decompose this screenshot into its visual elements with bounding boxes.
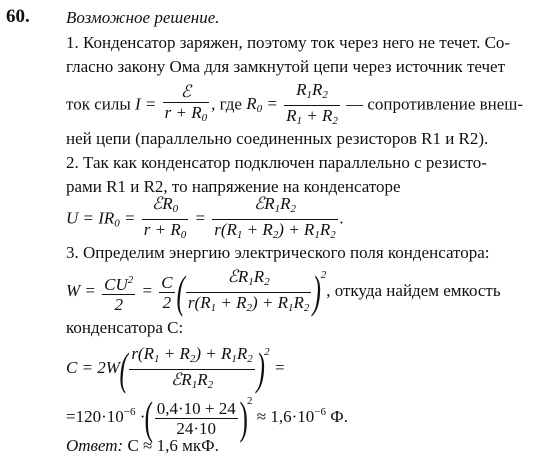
eq-energy: W = $\frac{CU^2}{2}$ = $\frac{C}{2}$ ( $\frac{ℰR_1R_2}{r(R_1 + R_2) + R_1R_2}$ )$^2$, откуда найдем емкость xyxy=(66,266,501,318)
eq-r0-lhs: $R_0$ = xyxy=(246,94,278,116)
step3-line2: конденсатора C: xyxy=(66,318,184,337)
numeric-numerator: 0,4·10 + 24 xyxy=(156,398,236,418)
eq-r0-numerator: $R_1R_2$ xyxy=(284,80,340,106)
step2-line2: рами R1 и R2, то напряжение на конденсаторе xyxy=(66,177,401,196)
step3-line1: 3. Определим энергию электрического поля конденсатора: xyxy=(66,243,490,262)
eq-current-numerator: ℰ xyxy=(163,83,209,103)
numeric-approx: ≈ 1,6·10 xyxy=(256,407,315,426)
step1-line1: 1. Конденсатор заряжен, поэтому ток через него не течет. Со- xyxy=(66,33,511,52)
eq-current-lhs: I = xyxy=(135,94,157,114)
step1-line4: ней цепи (параллельно соединенных резисторов R1 и R2). xyxy=(66,129,489,148)
eq-energy-frac2: $\frac{C}{2}$ xyxy=(161,272,173,312)
step1-line2: гласно закону Ома для замкнутой цепи через источник течет xyxy=(66,57,506,76)
eq-energy-frac3: $\frac{ℰR_1R_2}{r(R_1 + R_2) + R_1R_2}$ xyxy=(187,266,310,314)
eq-voltage: $U = IR_0$ = $\frac{ℰR_0}{r + R_0}$ = $\frac{ℰR_1R_2}{r(R_1 + R_2) + R_1R_2}$ . xyxy=(66,194,344,245)
eq-voltage-frac2: $\frac{ℰR_1R_2}{r(R_1 + R_2) + R_1R_2}$ xyxy=(214,194,336,241)
eq-energy-frac1: $\frac{CU^2}{2}$ xyxy=(102,271,135,314)
step1-line3-prefix: ток силы xyxy=(66,94,131,114)
step3-tail: , откуда найдем емкость xyxy=(326,281,501,300)
eq-r0-denominator: $R_1 + R_2$ xyxy=(286,106,338,127)
eq-numeric: $=120\cdot 10^{-6}$ ·( $\frac{0,4\cdot 10 + 24}{24\cdot 10}$ )$^2 \approx 1,6\cdot 10^{-6}$ Ф. xyxy=(66,392,348,444)
step2-line1: 2. Так как конденсатор подключен параллельно с резисто- xyxy=(66,153,487,172)
answer-label: Ответ: xyxy=(66,436,124,455)
eq-capacitance: C = 2W( $\frac{r(R_1 + R_2) + R_1R_2}{ℰR_1R_2}$ )$^2$ = xyxy=(66,343,286,395)
step1-line3-middle: , где xyxy=(211,94,242,114)
numeric-denominator: 24·10 xyxy=(176,418,217,438)
answer-text: C ≈ 1,6 мкФ. xyxy=(127,436,219,455)
step1-line3-suffix: — сопротивление внеш- xyxy=(346,94,524,114)
answer-line xyxy=(66,436,219,456)
numeric-fraction xyxy=(155,399,238,438)
numeric-unit: Ф. xyxy=(330,407,348,426)
eq-r0-fraction xyxy=(284,80,340,131)
eq-current-denominator: $r + R_0$ xyxy=(164,103,208,124)
numeric-prefix: =120·10 xyxy=(66,407,124,426)
eq-capacitance-frac: $\frac{r(R_1 + R_2) + R_1R_2}{ℰR_1R_2}$ xyxy=(131,343,253,391)
eq-current-fraction xyxy=(163,83,209,128)
eq-voltage-frac1: $\frac{ℰR_0}{r + R_0}$ xyxy=(143,194,187,241)
solution-heading: Возможное решение. xyxy=(66,8,220,27)
problem-number: 60. xyxy=(6,6,30,27)
step1-line3 xyxy=(66,80,523,131)
